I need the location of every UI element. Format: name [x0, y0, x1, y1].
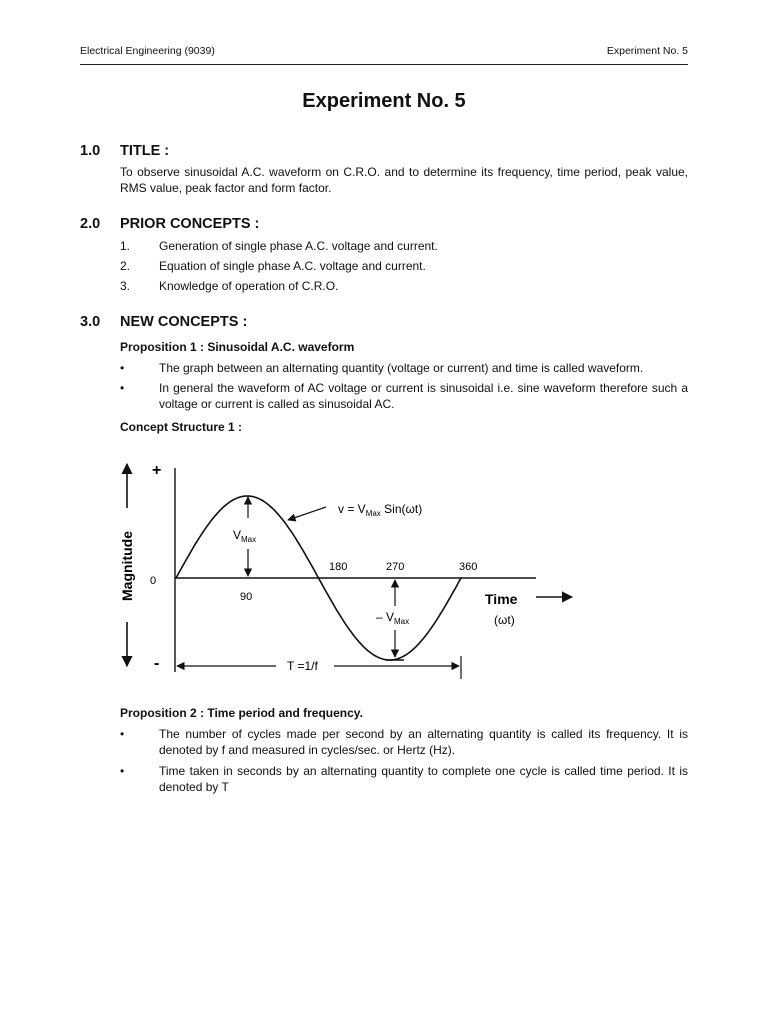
list-marker: 1.	[120, 239, 131, 253]
neg-vmax-main: – V	[376, 610, 395, 624]
equation-pointer	[288, 507, 326, 520]
list-item	[120, 763, 688, 795]
section-heading: TITLE :	[120, 143, 170, 159]
eq-v: v = V	[338, 502, 366, 516]
page-title: Experiment No. 5	[302, 90, 466, 112]
list-item	[120, 258, 688, 274]
bullet: •	[120, 361, 125, 375]
section-new-heading	[80, 314, 247, 330]
list-marker: 2.	[120, 259, 131, 273]
list-item	[120, 360, 688, 376]
section-heading: PRIOR CONCEPTS :	[120, 216, 260, 232]
title-text: To observe sinusoidal A.C. waveform on C.R.O. and to determine its frequency, time period, peak value, RMS value, peak factor and form factor.	[120, 165, 688, 195]
list-item-text: The graph between an alternating quantity (voltage or current) and time is called waveform.	[159, 361, 644, 375]
bullet: •	[120, 727, 125, 741]
section-number: 3.0	[80, 314, 101, 330]
list-item-text: In general the waveform of AC voltage or current is sinusoidal i.e. sine waveform therefore such a voltage or current is called as sinusoidal AC.	[159, 381, 688, 411]
vmax-label	[233, 528, 256, 544]
concept-structure-heading: Concept Structure 1 :	[120, 420, 243, 434]
period-label: T =1/f	[287, 659, 318, 673]
plus-sign: +	[152, 462, 162, 479]
section-heading: NEW CONCEPTS :	[120, 314, 248, 330]
list-item	[120, 726, 688, 758]
tick-180: 180	[329, 561, 348, 573]
list-item-text: Time taken in seconds by an alternating quantity to complete one cycle is called time period. It is denoted by T	[159, 764, 688, 794]
tick-90: 90	[240, 591, 253, 603]
section-title-heading	[80, 143, 169, 159]
minus-sign: -	[154, 655, 160, 672]
neg-vmax-sub: Max	[394, 617, 410, 626]
list-item	[120, 238, 688, 254]
section-number: 1.0	[80, 143, 101, 159]
time-label: Time	[485, 591, 518, 607]
list-item-text: Knowledge of operation of C.R.O.	[159, 279, 339, 293]
header-experiment: Experiment No. 5	[606, 45, 688, 57]
vmax-sub: Max	[241, 535, 257, 544]
eq-rest: Sin(ωt)	[380, 502, 423, 516]
y-axis-label: Magnitude	[119, 531, 135, 601]
list-item-text: Generation of single phase A.C. voltage and current.	[159, 239, 438, 253]
bullet: •	[120, 764, 125, 778]
section-prior-heading	[80, 216, 259, 232]
neg-vmax-label	[376, 610, 409, 626]
list-item	[120, 278, 688, 294]
header-course: Electrical Engineering (9039)	[80, 45, 215, 57]
tick-270: 270	[386, 561, 405, 573]
proposition-2-heading: Proposition 2 : Time period and frequency.	[120, 706, 363, 720]
proposition-1-heading: Proposition 1 : Sinusoidal A.C. waveform	[120, 340, 355, 354]
section-number: 2.0	[80, 216, 101, 232]
vmax-main: V	[233, 528, 242, 542]
zero-label: 0	[150, 575, 157, 587]
list-item	[120, 380, 688, 412]
list-item-text: Equation of single phase A.C. voltage and current.	[159, 259, 426, 273]
tick-360: 360	[459, 561, 478, 573]
list-marker: 3.	[120, 279, 131, 293]
eq-sub: Max	[365, 509, 381, 518]
equation-label	[338, 502, 422, 518]
omega-t-label: (ωt)	[494, 613, 515, 627]
list-item-text: The number of cycles made per second by an alternating quantity is called its frequency. It is denoted by f and measured in cycles/sec. or Hertz (Hz).	[159, 727, 688, 757]
bullet: •	[120, 381, 125, 395]
sine-curve	[176, 496, 461, 660]
header-rule	[80, 64, 688, 65]
